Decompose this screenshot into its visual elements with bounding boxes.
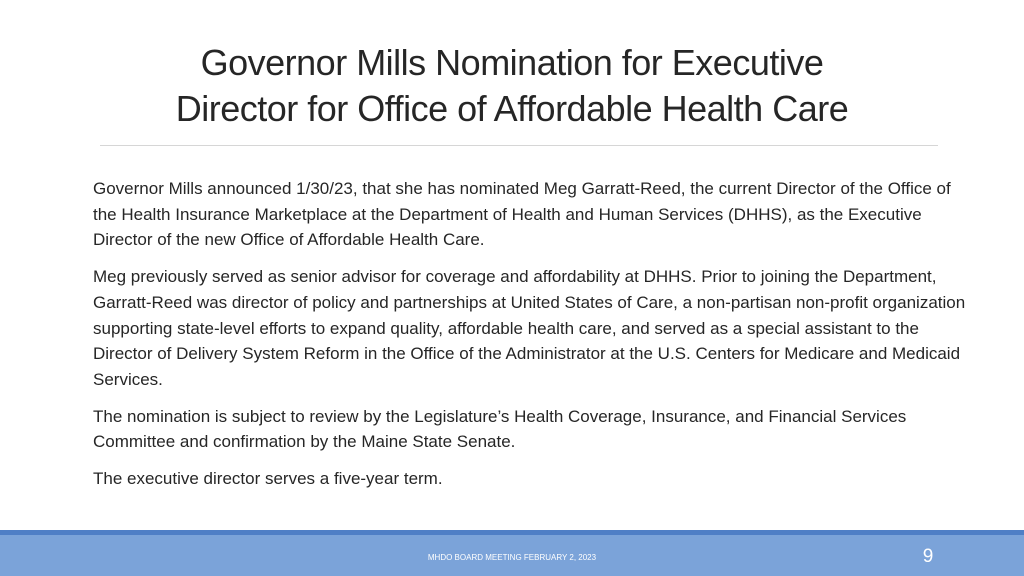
slide-page-number: 9 [922,546,934,567]
footer-stripe [0,530,1024,535]
footer-meeting-label: MHDO BOARD MEETING FEBRUARY 2, 2023 [427,553,597,562]
slide-title-line-1: Governor Mills Nomination for Executive [200,42,824,83]
title-divider [100,145,938,146]
slide-title [60,40,964,132]
slide-title-line-2: Director for Office of Affordable Health Care [175,88,849,129]
paragraph-background: Meg previously served as senior advisor for coverage and affordability at DHHS. Prior to joining the Department, Garratt-Reed was director of policy and partnerships at United States of Care, a non-partisan non-profit organization supporting state-level efforts to expand quality, affordable health care, and served as a special assistant to the Director of Delivery System Reform in the Office of the Administrator at the U.S. Centers for Medicare and Medicaid Services. [93,267,966,389]
paragraph-term-length: The executive director serves a five-year term. [93,469,443,489]
paragraph-review-process: The nomination is subject to review by the Legislature’s Health Coverage, Insurance, and Financial Services Committee and confirmation by the Maine State Senate. [93,406,907,452]
paragraph-nomination-announcement: Governor Mills announced 1/30/23, that she has nominated Meg Garratt-Reed, the current Director of the Office of the Health Insurance Marketplace at the Department of Health and Human Services (DHHS), as the Executive Director of the new Office of Affordable Health Care. [93,179,951,250]
slide-body [93,176,973,503]
